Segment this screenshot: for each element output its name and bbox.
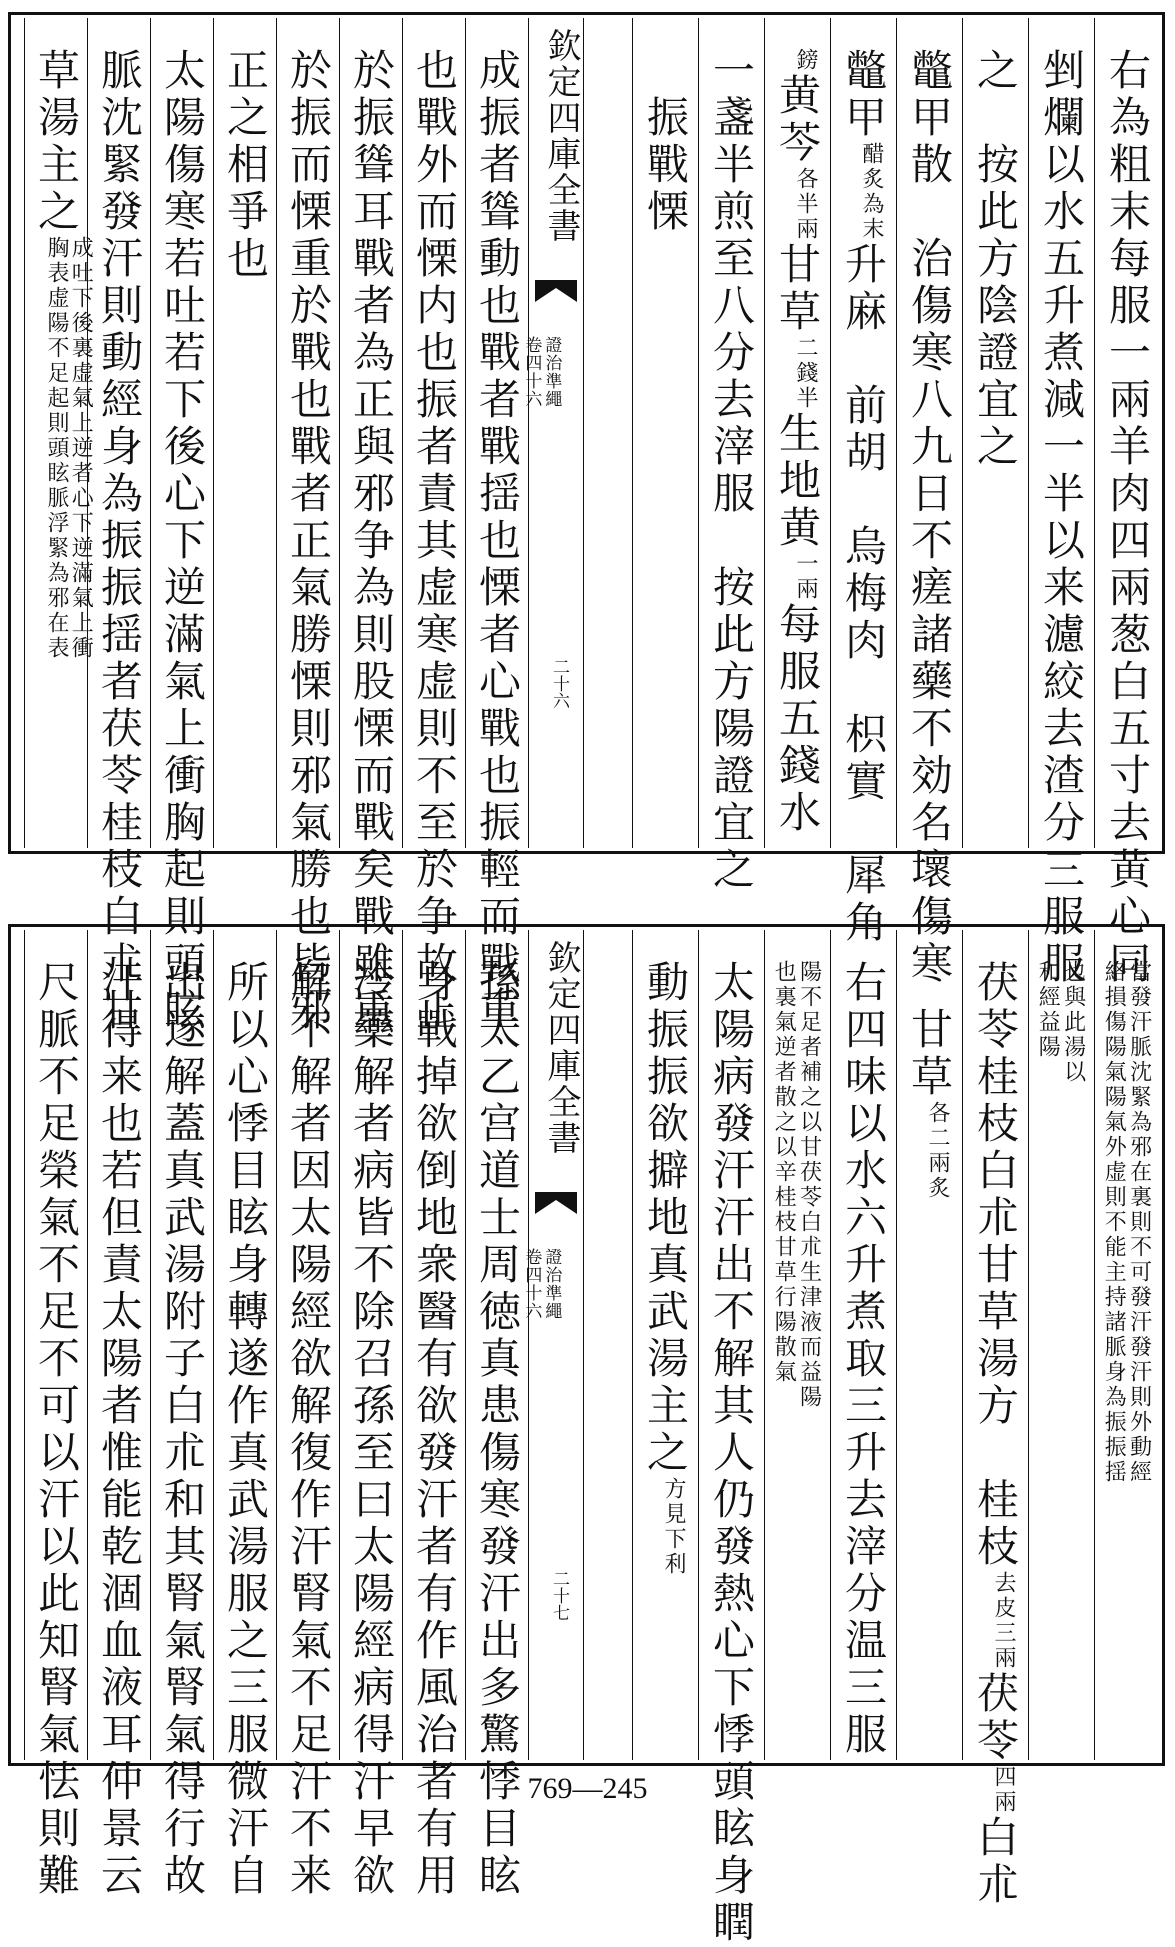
annotation-note — [44, 236, 92, 661]
main-text: 甘草 — [773, 242, 822, 336]
column-text: 太陽病發汗汗出不解其人仍發熱心下悸頭眩身瞤 — [707, 960, 756, 1947]
column-text: 所以心悸目眩身轉遂作真武湯服之三服微汗自 — [221, 960, 270, 1900]
text-column — [1028, 18, 1094, 988]
column-text: 身戰掉欲倒地衆醫有欲發汗者有作風治者有用 — [410, 960, 459, 1900]
text-column — [276, 18, 339, 1035]
volume-label: 卷四十六 — [521, 1248, 542, 1320]
text-column — [276, 930, 339, 1900]
column-text: 正之相爭也 — [221, 48, 270, 283]
column-text — [32, 48, 94, 661]
column-text — [1035, 960, 1086, 1085]
column-text — [905, 960, 954, 1201]
center-header-bottom — [521, 930, 584, 1760]
text-column — [465, 18, 528, 1035]
main-text: 白朮 — [971, 1815, 1020, 1909]
column-text — [1101, 960, 1152, 1485]
text-column — [764, 18, 830, 848]
column-text: 脈沈緊發汗則動經身為振振揺者茯苓桂枝白朮甘 — [95, 48, 144, 1035]
column-text: 冷藥解者病皆不除召孫至曰太陽經病得汗早欲 — [347, 960, 396, 1900]
text-column — [632, 930, 698, 1760]
column-text: 成振者聳動也戰者戰揺也慄者心戰也振輕而戰重 — [473, 48, 522, 1035]
main-text: 每服五錢水 — [773, 602, 822, 837]
column-text: 尺脈不足榮氣不足不可以汗以此知腎氣怯則難 — [32, 960, 81, 1900]
column-text — [971, 960, 1020, 1909]
page-number: 二十七 — [549, 1570, 569, 1621]
main-text: 動振振欲擗地真武湯主之 — [641, 960, 690, 1477]
text-column — [1094, 930, 1160, 1760]
text-column — [764, 930, 830, 1760]
annotation-line: 也與此湯以 — [1060, 960, 1086, 1085]
annotation-line: 和經益陽 — [1035, 960, 1061, 1060]
main-text: 鼈甲 — [839, 48, 888, 142]
text-column — [465, 930, 528, 1900]
volume-label: 卷四十六 — [521, 336, 542, 408]
main-text: 茯苓 — [971, 1671, 1020, 1765]
column-text: 之 按此方陰證宜之 — [971, 48, 1020, 471]
annotation-note: 二錢半 — [793, 336, 818, 411]
column-text: 太陽傷寒若吐若下後心下逆滿氣上衝胸起則頭眩 — [158, 48, 207, 1035]
text-column — [150, 930, 213, 1900]
text-column — [24, 930, 87, 1900]
main-text: 草湯主之 — [32, 48, 81, 236]
text-column — [962, 18, 1028, 848]
column-text: 汗得来也若但責太陽者惟能乾涸血液耳仲景云 — [95, 960, 144, 1900]
annotation-note: 各半兩 — [793, 167, 818, 242]
section-title: 證治準繩 — [541, 336, 562, 408]
main-text: 升麻 前胡 烏梅肉 枳實 犀角 — [839, 242, 888, 947]
annotation-note: 各二兩炙 — [925, 1101, 950, 1201]
annotation-line: 胸表虚陽不足起則頭眩脈浮緊為邪在表 — [44, 236, 69, 661]
column-text: 一盞半煎至八分去滓服 按此方陽證宜之 — [707, 48, 756, 894]
column-text: 孫太乙宫道士周徳真患傷寒發汗出多驚悸目眩 — [473, 960, 522, 1900]
annotation-line: 絡損傷陽氣陽氣外虚則不能主持諸脈身為振振揺 — [1101, 960, 1127, 1485]
column-text: 解不解者因太陽經欲解復作汗腎氣不足汗不来 — [284, 960, 333, 1900]
text-column — [1094, 18, 1160, 988]
annotation-note: 一兩 — [793, 552, 818, 602]
text-column — [830, 18, 896, 947]
text-column — [1028, 930, 1094, 1760]
column-text: 也戰外而慄内也振者責其虚寒虚則不至於争故止 — [410, 48, 459, 1035]
section-label — [541, 336, 561, 408]
column-text — [839, 48, 888, 947]
annotation-note: 去皮三兩 — [991, 1571, 1016, 1671]
text-column — [698, 930, 764, 1947]
text-column — [150, 18, 213, 1035]
annotation-line: 陽不足者補之以甘茯苓白朮生津液而益陽 — [796, 960, 822, 1410]
text-column — [87, 930, 150, 1900]
main-text: 甘草 — [905, 960, 954, 1101]
annotation-line: 也裏氣逆者散之以辛桂枝甘草行陽散氣 — [771, 960, 797, 1385]
text-column — [896, 18, 962, 988]
text-column — [896, 930, 962, 1760]
annotation-note: 四兩 — [991, 1765, 1016, 1815]
section-title: 證治準繩 — [541, 1248, 562, 1320]
column-text — [771, 960, 822, 1410]
text-column — [632, 18, 698, 848]
column-text: 鼈甲散 治傷寒八九日不瘥諸藥不効名壞傷寒 — [905, 48, 954, 988]
text-column — [339, 930, 402, 1900]
text-column — [830, 930, 896, 1760]
column-text: 於振聳耳戰者為正與邪争為則股慄而戰矣戰雖重 — [347, 48, 396, 1035]
text-column — [87, 18, 150, 1035]
column-text: 剉爛以水五升煮減一半以来濾絞去渣分三服服 — [1037, 48, 1086, 988]
section-label — [541, 1248, 561, 1320]
page-footer-number: 769—245 — [527, 1772, 648, 1805]
text-column — [698, 18, 764, 894]
book-title: 欽定四庫全書 — [541, 940, 581, 1156]
main-text: 生地黄 — [773, 411, 822, 552]
text-column — [24, 18, 94, 848]
text-column — [402, 930, 465, 1900]
column-text — [641, 960, 690, 1577]
column-text: 右為粗末每服一兩羊肉四兩葱白五寸去黄心同 — [1103, 48, 1152, 988]
column-text — [773, 48, 822, 837]
annotation-line: 成吐下後裏虚氣上逆者心下逆滿氣上衝 — [68, 236, 94, 661]
main-text: 茯苓桂枝白朮甘草湯方 桂枝 — [971, 960, 1020, 1571]
book-title: 欽定四庫全書 — [541, 28, 581, 244]
text-column — [213, 930, 276, 1900]
center-header-top — [521, 18, 584, 848]
annotation-line: 當發汗脈沈緊為邪在裏則不可發汗發汗則外動經 — [1126, 960, 1152, 1485]
annotation-note: 方見下利 — [661, 1477, 686, 1577]
fishtail-ornament-icon — [535, 280, 577, 302]
fishtail-ornament-icon — [535, 1192, 577, 1214]
annotation-note: 鎊 — [793, 48, 818, 73]
column-text: 出遂解蓋真武湯附子白朮和其腎氣腎氣得行故 — [158, 960, 207, 1900]
column-text: 振戰慄 — [641, 48, 690, 236]
column-text: 於振而慄重於戰也戰者正氣勝慄則邪氣勝也皆邪 — [284, 48, 333, 1035]
text-column — [339, 18, 402, 1035]
text-column — [402, 18, 465, 1035]
page-number: 二十六 — [549, 658, 569, 709]
text-column — [213, 18, 276, 848]
annotation-note: 醋炙為末 — [859, 142, 884, 242]
text-column — [962, 930, 1028, 1909]
main-text: 黄芩 — [773, 73, 822, 167]
column-text: 右四味以水六升煮取三升去滓分温三服 — [839, 960, 888, 1759]
